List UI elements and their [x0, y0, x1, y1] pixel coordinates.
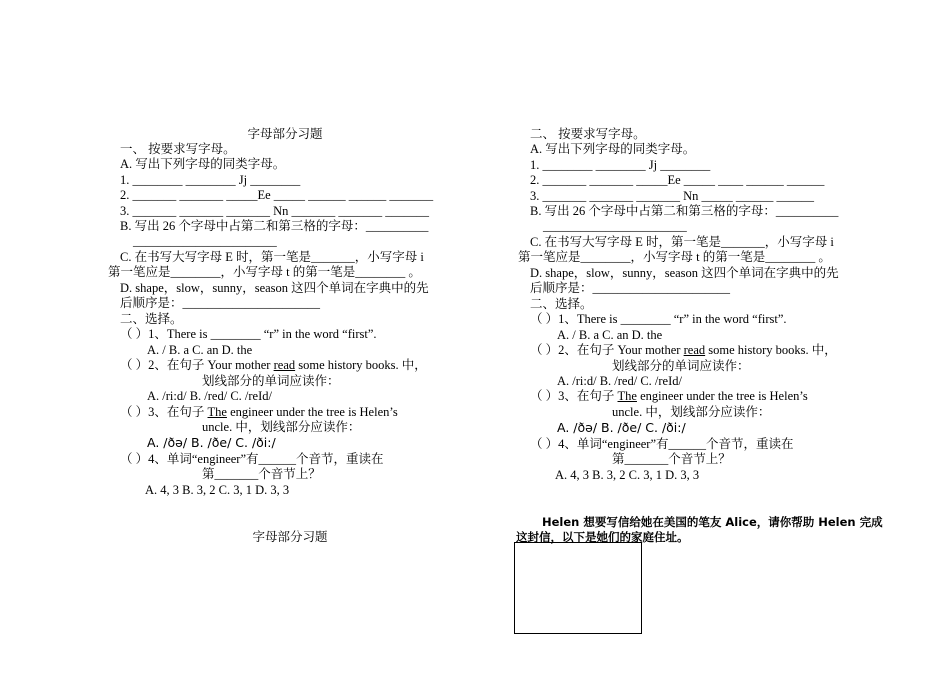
left-part-d: D. shape，slow，sunny，season 这四个单词在字典中的先 — [120, 281, 429, 295]
left-part-b-blank: _______________________ — [133, 234, 277, 248]
left-q3-line2: uncle. 中，划线部分应读作： — [202, 420, 361, 434]
right-q3-line2: uncle. 中，划线部分应读作： — [612, 405, 771, 419]
left-section2-heading: 二、选择。 — [120, 312, 183, 326]
left-part-c-2: 第一笔应是________，小写字母 t 的第一笔是________ 。 — [108, 265, 421, 279]
left-row-1: 1. ________ ________ Jj ________ — [120, 173, 301, 187]
letter-prompt-2: 这封信，以下是她们的家庭住址。 — [516, 530, 689, 544]
left-q2-line2: 划线部分的单词应读作： — [202, 374, 340, 388]
left-footer-title: 字母部分习题 — [252, 530, 328, 544]
left-section1-heading: 一、 按要求写字母。 — [120, 142, 236, 156]
right-row-1: 1. ________ ________ Jj ________ — [530, 158, 711, 172]
letter-prompt: Helen 想要写信给她在美国的笔友 Alice，请你帮助 Helen 完成 — [542, 515, 883, 529]
left-part-a: A. 写出下列字母的同类字母。 — [120, 157, 286, 171]
right-q3-options: A. /ðə/ B. /ðe/ C. /ði:/ — [557, 420, 686, 435]
right-section2-heading: 二、选择。 — [530, 297, 593, 311]
left-q3-options: A. /ðə/ B. /ðe/ C. /ði:/ — [147, 435, 276, 450]
left-q2-options: A. /ri:d/ B. /red/ C. /reId/ — [147, 389, 272, 403]
right-q2-options: A. /ri:d/ B. /red/ C. /reId/ — [557, 374, 682, 388]
right-part-a: A. 写出下列字母的同类字母。 — [530, 142, 696, 156]
left-q2: （ ）2、在句子 Your mother read some history books. 中， — [120, 358, 427, 372]
left-q4-options: A. 4, 3 B. 3, 2 C. 3, 1 D. 3, 3 — [145, 483, 290, 497]
left-row-3: 3. _______ _______ _______ Nn _______ _______ _______ — [120, 204, 430, 218]
left-q3: （ ）3、在句子 The engineer under the tree is Helen’s — [120, 405, 398, 419]
left-part-b: B. 写出 26 个字母中占第二和第三格的字母：__________ — [120, 219, 429, 233]
right-part-d: D. shape，slow，sunny，season 这四个单词在字典中的先 — [530, 266, 839, 280]
right-part-d-2: 后顺序是：______________________ — [530, 281, 731, 295]
right-part-b: B. 写出 26 个字母中占第二和第三格的字母：__________ — [530, 204, 839, 218]
right-row-3: 3. _______ _______ _______ Nn _____ ______ ______ — [530, 189, 815, 203]
right-q2: （ ）2、在句子 Your mother read some history books. 中， — [530, 343, 837, 357]
left-q1-options: A. / B. a C. an D. the — [147, 343, 253, 357]
right-q4-options: A. 4, 3 B. 3, 2 C. 3, 1 D. 3, 3 — [555, 468, 700, 482]
right-q4-line2: 第_______个音节上？ — [612, 452, 731, 466]
right-q3: （ ）3、在句子 The engineer under the tree is Helen’s — [530, 389, 808, 403]
right-part-c: C. 在书写大写字母 E 时，第一笔是_______，小写字母 i — [530, 235, 834, 249]
right-q1: （ ）1、There is ________ “r” in the word “first”. — [530, 312, 787, 326]
address-box — [514, 542, 642, 634]
left-part-c: C. 在书写大写字母 E 时，第一笔是_______，小写字母 i — [120, 250, 424, 264]
right-q1-options: A. / B. a C. an D. the — [557, 328, 663, 342]
left-title: 字母部分习题 — [247, 127, 323, 141]
left-q4: （ ）4、单词“engineer”有______个音节，重读在 — [120, 452, 384, 466]
left-part-d-2: 后顺序是：______________________ — [120, 296, 321, 310]
right-part-c-2: 第一笔应是________，小写字母 t 的第一笔是________ 。 — [518, 250, 831, 264]
right-section1-heading: 二、 按要求写字母。 — [530, 127, 646, 141]
left-q1: （ ）1、There is ________ “r” in the word “first”. — [120, 327, 377, 341]
right-q2-line2: 划线部分的单词应读作： — [612, 359, 750, 373]
left-row-2: 2. _______ _______ _____Ee _____ ______ ______ _______ — [120, 188, 434, 202]
right-part-b-blank: _______________________ — [543, 219, 687, 233]
right-q4: （ ）4、单词“engineer”有______个音节，重读在 — [530, 437, 794, 451]
left-q4-line2: 第_______个音节上？ — [202, 467, 321, 481]
right-row-2: 2. _______ _______ _____Ee _____ ____ ______ ______ — [530, 173, 825, 187]
